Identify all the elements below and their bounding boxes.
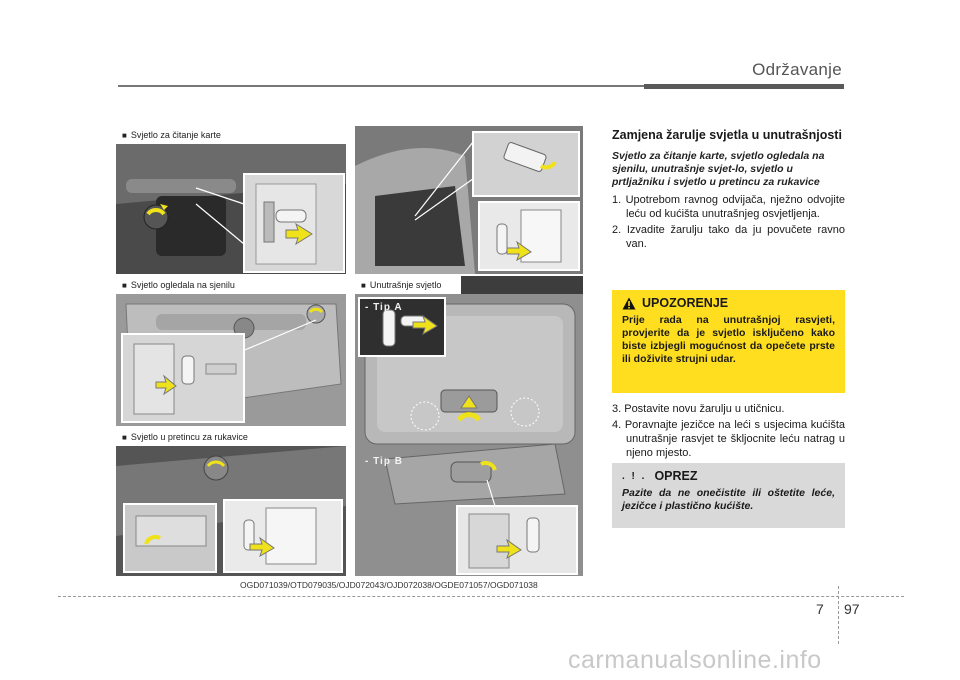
glovebox-light-illustration bbox=[116, 446, 346, 576]
bullet-square-icon: ■ bbox=[122, 131, 127, 140]
type-a-label: - Tip A bbox=[365, 302, 403, 313]
warning-box bbox=[612, 290, 845, 393]
type-b-label: - Tip B bbox=[365, 456, 403, 467]
instructions-column-continued bbox=[612, 402, 845, 462]
caution-text: Pazite da ne onečistite ili oštetite leće, jezičce i plastično kućište. bbox=[622, 487, 835, 512]
trunk-light-illustration bbox=[355, 126, 583, 274]
figure-caption: Svjetlo u pretincu za rukavice bbox=[130, 432, 248, 442]
step-2: 2. Izvadite žarulju tako da ju povučete ravno van. bbox=[612, 224, 845, 250]
bullet-square-icon: ■ bbox=[122, 281, 127, 290]
caution-exclamation-icon: . ! . bbox=[622, 470, 647, 482]
figure-trunk-light bbox=[355, 126, 583, 274]
header-rule-accent bbox=[644, 84, 844, 89]
figure-vanity-light bbox=[116, 276, 346, 426]
figure-caption: Unutrašnje svjetlo bbox=[369, 280, 442, 290]
map-light-illustration bbox=[116, 144, 346, 274]
figure-codes: OGD071039/OTD079035/OJD072043/OJD072038/OGDE071057/OGD071038 bbox=[240, 580, 538, 590]
page-number: 97 bbox=[844, 601, 860, 617]
step-4: 4. Poravnajte jezičce na leći s usjecima kućišta unutrašnje rasvjet te škljocnite leću natrag u njeno mjesto. bbox=[612, 419, 845, 459]
figure-caption: Svjetlo ogledala na sjenilu bbox=[130, 280, 235, 290]
vanity-light-illustration bbox=[116, 294, 346, 426]
section-heading: Zamjena žarulje svjetla u unutrašnjosti bbox=[612, 128, 842, 142]
caution-title: OPREZ bbox=[654, 469, 698, 483]
chapter-number: 7 bbox=[816, 601, 824, 617]
interior-light-illustration bbox=[355, 294, 583, 576]
footer-rule bbox=[58, 596, 904, 597]
figure-caption: Svjetlo za čitanje karte bbox=[130, 130, 221, 140]
bullet-square-icon: ■ bbox=[122, 433, 127, 442]
warning-triangle-icon bbox=[622, 297, 636, 310]
figure-glovebox-light bbox=[116, 428, 346, 576]
instructions-column bbox=[612, 128, 845, 253]
warning-text: Prije rada na unutrašnjoj rasvjeti, provjerite da je svjetlo isključeno kako biste izbjegli mogućnost da opečete prste ili doživite strujni udar. bbox=[622, 314, 835, 365]
caution-box bbox=[612, 463, 845, 528]
step-3: 3. Postavite novu žarulju u utičnicu. bbox=[612, 403, 785, 415]
header-title: Održavanje bbox=[752, 60, 842, 79]
figure-interior-light bbox=[355, 276, 583, 576]
footer-divider bbox=[838, 586, 839, 644]
bullet-square-icon: ■ bbox=[361, 281, 366, 290]
warning-title: UPOZORENJE bbox=[642, 296, 729, 310]
figure-map-light bbox=[116, 126, 346, 274]
step-1: 1. Upotrebom ravnog odvijača, nježno odvojite leću od kućišta unutrašnjeg osvjetljenja. bbox=[612, 194, 845, 220]
watermark: carmanualsonline.info bbox=[568, 646, 822, 674]
section-subheading: Svjetlo za čitanje karte, svjetlo ogledala na sjenilu, unutrašnje svjet-lo, svjetlo u prtljažniku i svjetlo u pretincu za rukavice bbox=[612, 150, 825, 188]
